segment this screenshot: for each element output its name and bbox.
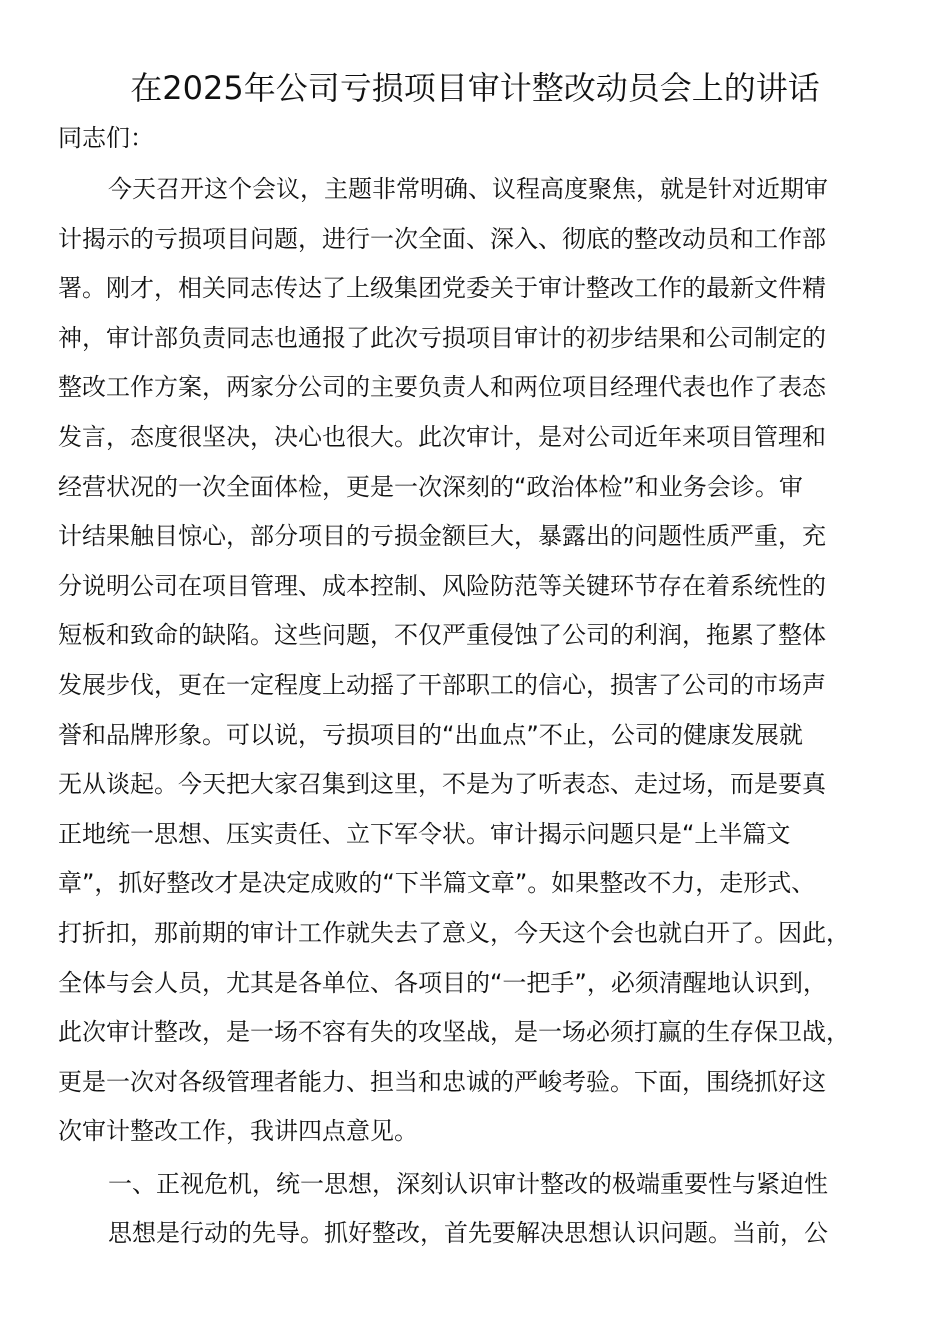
section-heading: 一、正视危机，统一思想，深刻认识审计整改的极端重要性与紧迫性 [108, 1169, 828, 1198]
paragraph-line: 计结果触目惊心，部分项目的亏损金额巨大，暴露出的问题性质严重，充 [58, 522, 826, 551]
paragraph-line: 整改工作方案，两家分公司的主要负责人和两位项目经理代表也作了表态 [58, 373, 826, 402]
paragraph-line: 发展步伐，更在一定程度上动摇了干部职工的信心，损害了公司的市场声 [58, 670, 826, 699]
document-body [58, 165, 898, 1259]
paragraph-line: 今天召开这个会议，主题非常明确、议程高度聚焦，就是针对近期审 [108, 175, 828, 203]
paragraph-line: 分说明公司在项目管理、成本控制、风险防范等关键环节存在着系统性的 [58, 571, 826, 600]
paragraph-line: 誉和品牌形象。可以说，亏损项目的“出血点”不止，公司的健康发展就 [58, 720, 803, 749]
paragraph-line: 神，审计部负责同志也通报了此次亏损项目审计的初步结果和公司制定的 [58, 323, 826, 352]
paragraph-line: 次审计整改工作，我讲四点意见。 [58, 1117, 418, 1146]
paragraph-line: 思想是行动的先导。抓好整改，首先要解决思想认识问题。当前，公 [108, 1219, 828, 1248]
paragraph-line: 章”，抓好整改才是决定成败的“下半篇文章”。如果整改不力，走形式、 [58, 869, 816, 898]
paragraph-line: 此次审计整改，是一场不容有失的攻坚战，是一场必须打赢的生存保卫战， [58, 1018, 850, 1047]
document-title: 在2025年公司亏损项目审计整改动员会上的讲话 [130, 69, 820, 107]
paragraph-line: 正地统一思想、压实责任、立下军令状。审计揭示问题只是“上半篇文 [58, 819, 791, 848]
paragraph-line: 全体与会人员，尤其是各单位、各项目的“一把手”，必须清醒地认识到， [58, 968, 827, 997]
paragraph-line: 更是一次对各级管理者能力、担当和忠诚的严峻考验。下面，围绕抓好这 [58, 1067, 826, 1096]
paragraph-line: 经营状况的一次全面体检，更是一次深刻的“政治体检”和业务会诊。审 [58, 472, 803, 501]
salutation: 同志们： [58, 124, 154, 152]
paragraph-line: 计揭示的亏损项目问题，进行一次全面、深入、彻底的整改动员和工作部 [58, 224, 826, 253]
paragraph-line: 发言，态度很坚决，决心也很大。此次审计，是对公司近年来项目管理和 [58, 422, 826, 451]
paragraph-line: 打折扣，那前期的审计工作就失去了意义，今天这个会也就白开了。因此， [58, 918, 850, 947]
paragraph-line: 短板和致命的缺陷。这些问题，不仅严重侵蚀了公司的利润，拖累了整体 [58, 621, 826, 650]
paragraph-line: 无从谈起。今天把大家召集到这里，不是为了听表态、走过场，而是要真 [58, 770, 826, 799]
paragraph-line: 署。刚才，相关同志传达了上级集团党委关于审计整改工作的最新文件精 [58, 274, 826, 303]
